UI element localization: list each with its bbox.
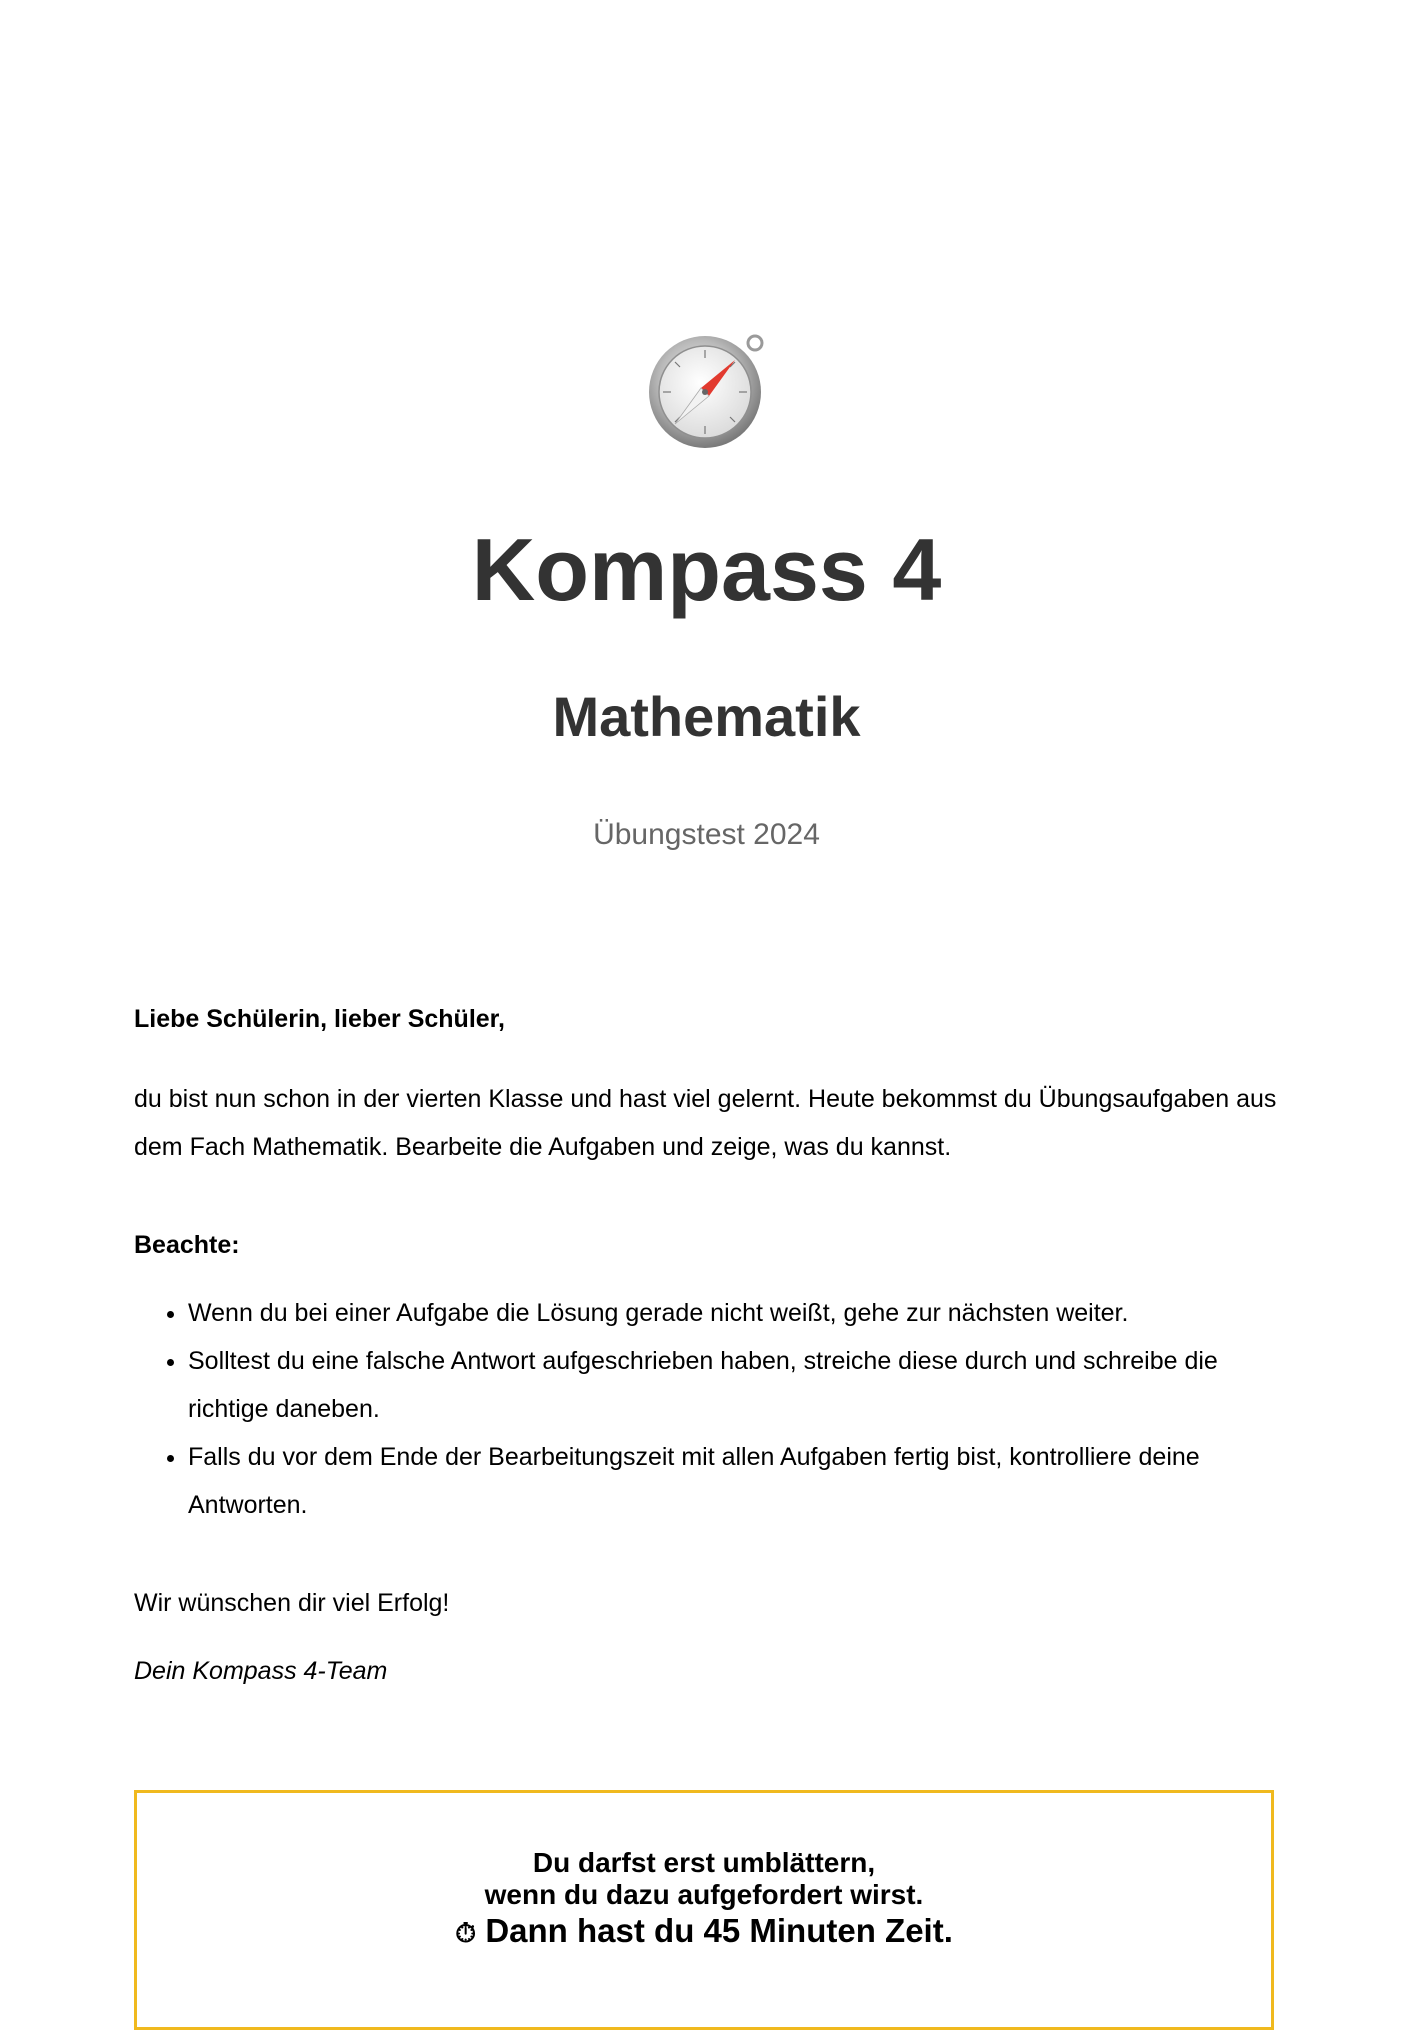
note-heading: Beachte:: [134, 1231, 240, 1259]
notice-line-2: wenn du dazu aufgefordert wirst.: [484, 1879, 924, 1910]
notice-line-3: [137, 1911, 1271, 1953]
notice-time-text: Dann hast du 45 Minuten Zeit.: [485, 1912, 953, 1949]
compass-icon: [647, 330, 767, 450]
intro-paragraph: du bist nun schon in der vierten Klasse und hast viel gelernt. Heute bekommst du Übungsaufgaben aus dem Fach Mathematik. Bearbeite die Aufgaben und zeige, was du kannst.: [134, 1085, 1277, 1161]
wish-text: Wir wünschen dir viel Erfolg!: [134, 1589, 450, 1617]
list-item: • Wenn du bei einer Aufgabe die Lösung gerade nicht weißt, gehe zur nächsten weiter.: [188, 1289, 1284, 1337]
rules-list: [134, 1289, 1284, 1529]
subject-heading: Mathematik: [552, 685, 861, 748]
test-name: Übungstest 2024: [593, 818, 820, 851]
page-title: Kompass 4: [471, 520, 942, 619]
list-item: • Solltest du eine falsche Antwort aufgeschrieben haben, streiche diese durch und schreibe die richtige daneben.: [188, 1337, 1284, 1433]
letter-body: [134, 995, 1284, 1695]
notice-box: [134, 1790, 1274, 2030]
greeting: Liebe Schülerin, lieber Schüler,: [134, 1005, 505, 1033]
stopwatch-icon: ⏱: [455, 1918, 477, 1948]
notice-line-1: Du darfst erst umblättern,: [532, 1847, 876, 1878]
signature: Dein Kompass 4-Team: [134, 1657, 388, 1685]
list-item: • Falls du vor dem Ende der Bearbeitungszeit mit allen Aufgaben fertig bist, kontrolliere deine Antworten.: [188, 1433, 1284, 1529]
